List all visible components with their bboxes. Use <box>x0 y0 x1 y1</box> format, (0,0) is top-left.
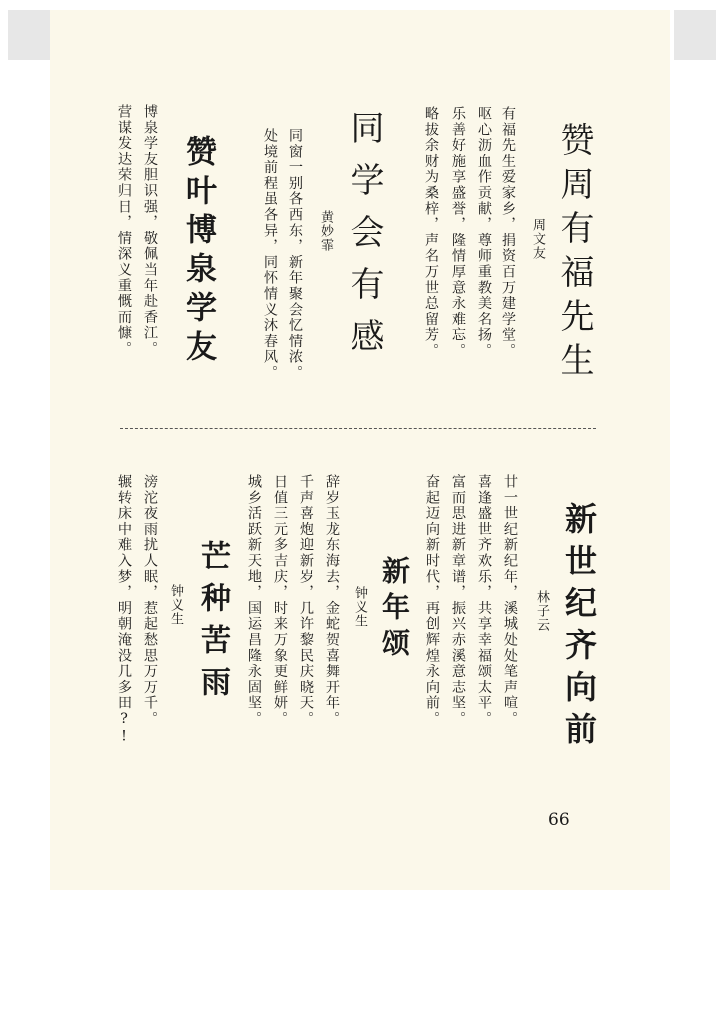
poem1-line-1: 有福先生爱家乡，捐资百万建学堂。 <box>500 106 516 359</box>
poem1-line-3: 乐善好施享盛誉，隆情厚意永难忘。 <box>450 106 466 359</box>
section-divider <box>120 428 596 429</box>
poem5-author: 钟义生 <box>352 586 367 628</box>
poem5-title: 新年颂 <box>378 556 411 664</box>
poem6-line-1: 滂沱夜雨扰人眠，惹起愁思万万千。 <box>142 474 158 727</box>
poem6-author: 钟义生 <box>168 584 183 626</box>
poem1-title: 赞周有福先生 <box>554 122 594 386</box>
poem1-line-2: 呕心沥血作贡献，尊师重教美名扬。 <box>476 106 492 359</box>
poem3-title: 赞叶博泉学友 <box>180 135 216 369</box>
poem4-author: 林子云 <box>534 590 549 632</box>
poem6-line-2: 辗转床中难入梦，明朝淹没几多田?! <box>116 474 132 747</box>
poem2-line-2: 处境前程虽各异，同怀情义沐春风。 <box>262 128 278 381</box>
poem3-line-1: 博泉学友胆识强，敬佩当年赴香江。 <box>142 104 158 357</box>
scan-edge-left <box>8 10 50 60</box>
poem4-line-2: 喜逢盛世齐欢乐，共享幸福颂太平。 <box>476 474 492 727</box>
poem4-line-1: 廿一世纪新纪年，溪城处处笔声喧。 <box>502 474 518 727</box>
poem5-line-2: 千声喜炮迎新岁，几许黎民庆晓天。 <box>298 474 314 727</box>
poem3-line-2: 营谋发达荣归日，情深义重慨而慷。 <box>116 104 132 357</box>
poem5-line-4: 城乡活跃新天地，国运昌隆永固坚。 <box>246 474 262 727</box>
poem2-line-1: 同窗一别各西东，新年聚会忆情浓。 <box>287 128 303 381</box>
page-number: 66 <box>548 810 570 830</box>
poem5-line-3: 日值三元多吉庆，时来万象更鲜妍。 <box>272 474 288 727</box>
poem2-title: 同学会有感 <box>344 110 384 370</box>
poem4-title: 新世纪齐向前 <box>560 502 598 754</box>
poem2-author: 黄妙霏 <box>318 210 333 252</box>
scan-edge-right <box>674 10 716 60</box>
poem1-author: 周文友 <box>530 218 545 260</box>
poem4-line-4: 奋起迈向新时代，再创辉煌永向前。 <box>424 474 440 727</box>
poem6-title: 芒种苦雨 <box>195 540 230 708</box>
poem1-line-4: 略拔余财为桑梓，声名万世总留芳。 <box>423 106 439 359</box>
poem4-line-3: 富而思进新章谱，振兴赤溪意志坚。 <box>450 474 466 727</box>
poem5-line-1: 辞岁玉龙东海去，金蛇贺喜舞开年。 <box>324 474 340 727</box>
